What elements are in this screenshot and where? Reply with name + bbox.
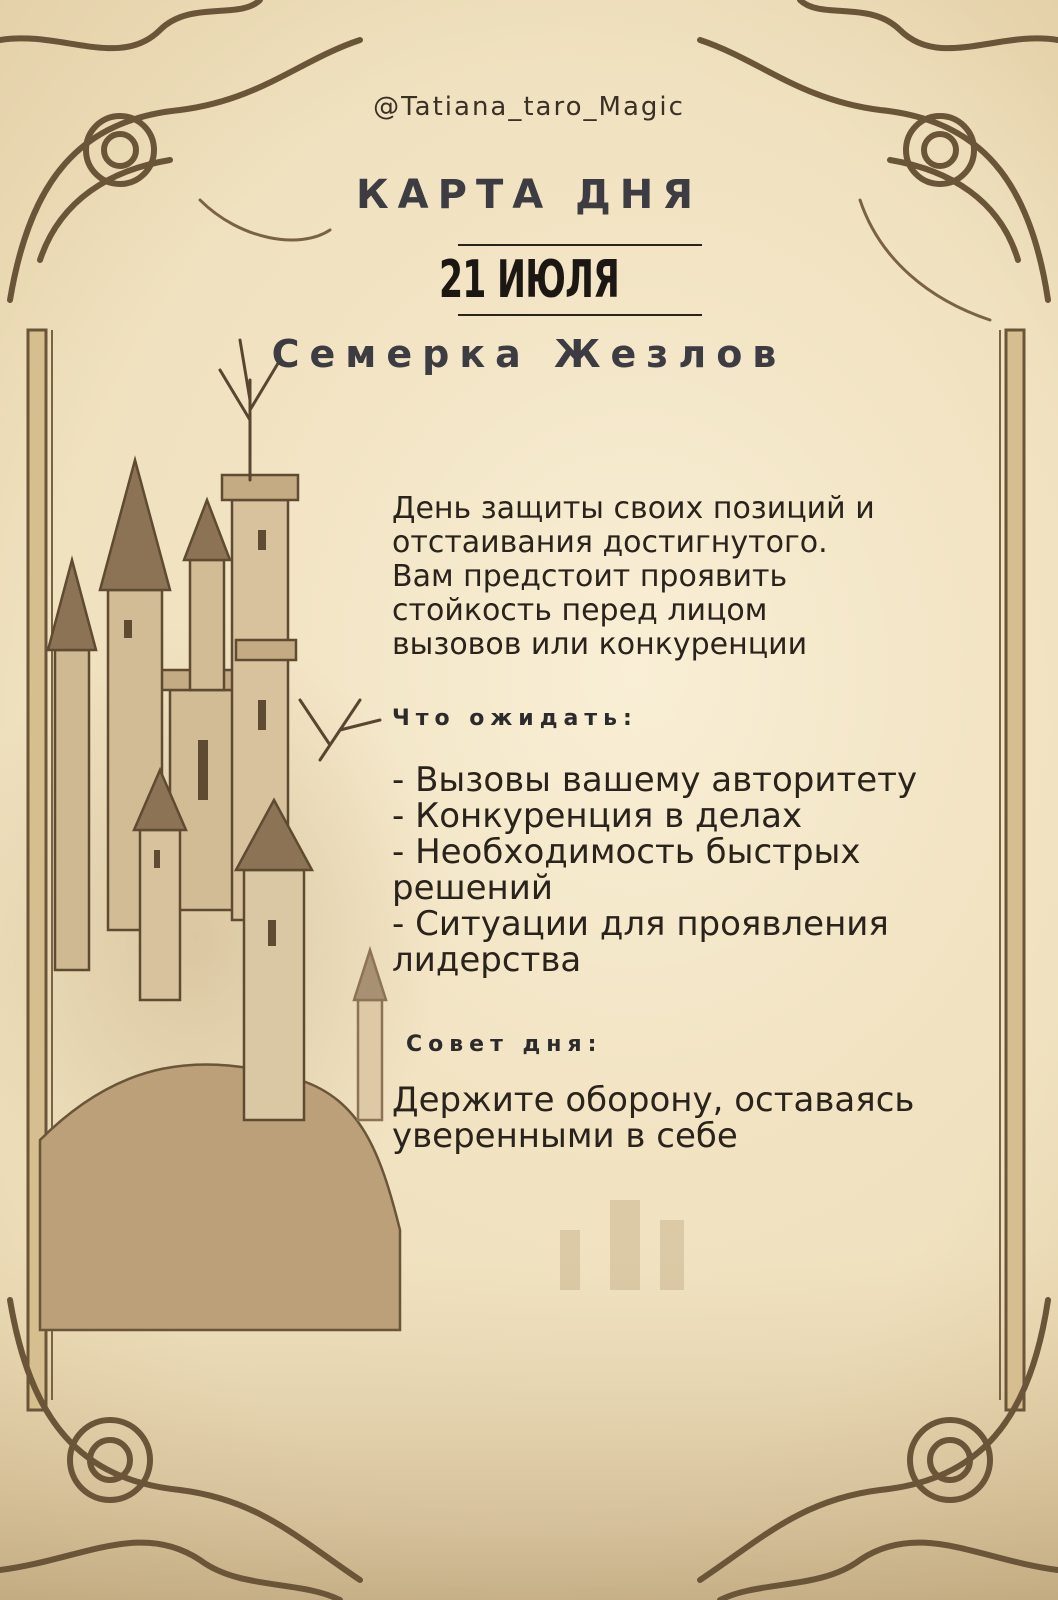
list-item: решений bbox=[392, 868, 553, 908]
description-line: вызовов или конкуренции bbox=[392, 627, 808, 662]
list-item: - Вызовы вашему авторитету bbox=[392, 760, 918, 800]
advice-line: Держите оборону, оставаясь bbox=[392, 1080, 915, 1120]
description-line: День защиты своих позиций и bbox=[392, 491, 875, 526]
divider-bottom bbox=[458, 314, 702, 316]
expect-heading: Что ожидать: bbox=[392, 706, 638, 731]
list-item: - Ситуации для проявления bbox=[392, 904, 889, 944]
advice-heading: Совет дня: bbox=[406, 1032, 603, 1057]
list-item: лидерства bbox=[392, 940, 582, 980]
date-label: 21 ИЮЛЯ bbox=[438, 250, 620, 310]
advice-text bbox=[392, 1082, 1032, 1154]
list-item: - Конкуренция в делах bbox=[392, 796, 803, 836]
expect-list bbox=[392, 762, 1032, 978]
description-line: Вам предстоит проявить bbox=[392, 559, 788, 594]
description-line: отстаивания достигнутого. bbox=[392, 525, 828, 560]
page-title: КАРТА ДНЯ bbox=[355, 172, 703, 218]
list-item: - Необходимость быстрых bbox=[392, 832, 861, 872]
card-name: Семерка Жезлов bbox=[271, 332, 787, 376]
card-description bbox=[392, 492, 1032, 662]
description-line: стойкость перед лицом bbox=[392, 593, 768, 628]
divider-top bbox=[458, 244, 702, 246]
author-handle: @Tatiana_taro_Magic bbox=[373, 92, 685, 122]
advice-line: уверенными в себе bbox=[392, 1116, 738, 1156]
